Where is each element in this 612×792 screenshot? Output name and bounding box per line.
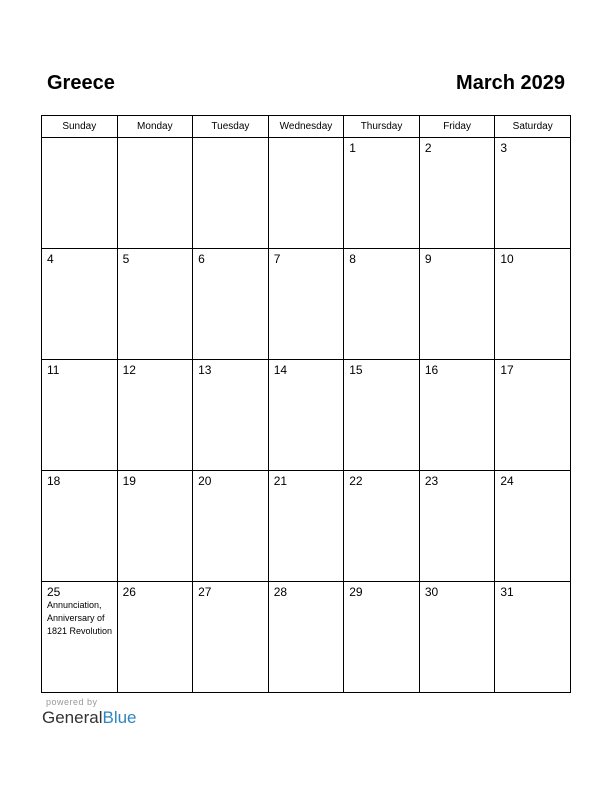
day-number: 24	[500, 474, 514, 488]
day-number: 10	[500, 252, 514, 266]
day-cell	[495, 471, 571, 582]
day-cell	[344, 138, 420, 249]
day-number: 28	[273, 585, 288, 599]
day-cell	[42, 582, 118, 693]
day-number: 19	[122, 474, 136, 488]
day-number: 1	[349, 141, 356, 155]
day-cell	[268, 471, 344, 582]
day-cell	[495, 249, 571, 360]
brand-part-blue: Blue	[102, 708, 137, 727]
powered-by-text: powered by	[46, 697, 98, 707]
day-cell	[419, 249, 495, 360]
country-title: Greece	[47, 72, 115, 94]
week-row	[42, 249, 571, 360]
day-number: 31	[500, 585, 514, 599]
day-cell	[268, 138, 344, 249]
weekday-wednesday: Wednesday	[268, 116, 344, 138]
weekday-monday: Monday	[117, 116, 193, 138]
day-number	[118, 138, 193, 141]
day-number: 3	[500, 141, 508, 155]
day-cell	[268, 582, 344, 693]
day-number: 21	[273, 474, 288, 488]
day-number: 4	[47, 252, 54, 266]
day-cell	[117, 360, 193, 471]
day-cell	[495, 138, 571, 249]
day-number: 11	[47, 363, 60, 377]
weekday-saturday: Saturday	[495, 116, 571, 138]
day-number: 13	[198, 363, 212, 377]
day-number: 18	[47, 474, 61, 488]
day-number: 23	[424, 474, 439, 488]
day-number: 27	[198, 585, 212, 599]
day-number: 6	[198, 252, 205, 266]
day-number: 12	[122, 363, 136, 377]
day-cell	[42, 138, 118, 249]
day-number: 29	[349, 585, 363, 599]
day-number: 14	[273, 363, 288, 377]
day-cell	[193, 360, 269, 471]
day-cell	[344, 249, 420, 360]
day-cell	[344, 471, 420, 582]
day-number: 2	[424, 141, 432, 155]
weekday-thursday: Thursday	[344, 116, 420, 138]
day-number: 8	[349, 252, 356, 266]
week-row	[42, 138, 571, 249]
day-cell	[117, 138, 193, 249]
calendar-grid	[41, 115, 571, 693]
day-cell	[42, 360, 118, 471]
day-number	[42, 138, 117, 141]
day-cell	[193, 582, 269, 693]
day-number: 16	[424, 363, 439, 377]
week-row	[42, 471, 571, 582]
day-cell	[268, 360, 344, 471]
day-cell	[419, 471, 495, 582]
day-cell	[193, 138, 269, 249]
day-cell	[117, 471, 193, 582]
weekday-tuesday: Tuesday	[193, 116, 269, 138]
day-number: 22	[349, 474, 363, 488]
day-cell	[117, 582, 193, 693]
day-number: 5	[122, 252, 130, 266]
day-cell	[419, 360, 495, 471]
day-cell	[419, 582, 495, 693]
day-number: 7	[273, 252, 281, 266]
day-cell	[419, 138, 495, 249]
weekday-header-row	[42, 116, 571, 138]
footer	[42, 697, 137, 728]
day-number: 15	[349, 363, 363, 377]
week-row	[42, 582, 571, 693]
day-number: 30	[424, 585, 439, 599]
day-cell	[42, 249, 118, 360]
weekday-sunday: Sunday	[42, 116, 118, 138]
day-number: 26	[122, 585, 136, 599]
month-year-title: March 2029	[456, 72, 565, 94]
day-cell	[344, 360, 420, 471]
day-cell	[117, 249, 193, 360]
day-number: 25	[47, 585, 61, 599]
weekday-friday: Friday	[419, 116, 495, 138]
week-row	[42, 360, 571, 471]
day-cell	[42, 471, 118, 582]
day-cell	[193, 471, 269, 582]
day-cell	[268, 249, 344, 360]
day-number: 9	[424, 252, 432, 266]
day-cell	[495, 360, 571, 471]
day-cell	[344, 582, 420, 693]
day-number: 17	[500, 363, 514, 377]
holiday-label: Annunciation, Anniversary of 1821 Revolution	[47, 600, 113, 636]
day-number	[193, 138, 268, 141]
day-number	[269, 138, 344, 141]
day-cell	[193, 249, 269, 360]
brand-part-general: General	[42, 708, 103, 727]
day-cell	[495, 582, 571, 693]
day-number: 20	[198, 474, 212, 488]
generalblue-logo[interactable]	[42, 708, 137, 728]
